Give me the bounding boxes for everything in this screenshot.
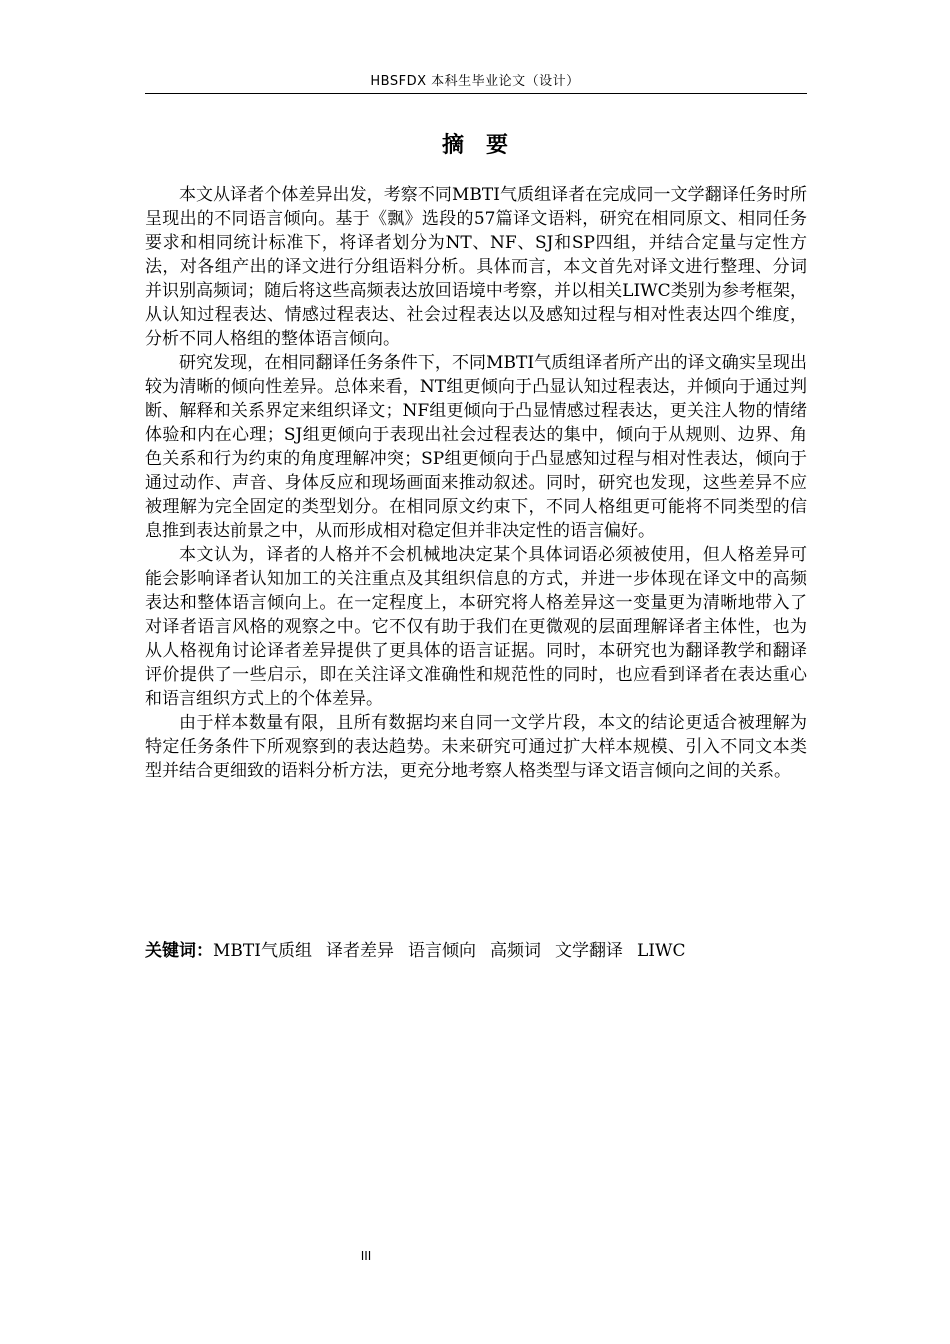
keyword-item: MBTI气质组: [213, 941, 312, 961]
keyword-item: LIWC: [636, 941, 686, 961]
running-header: HBSFDX 本科生毕业论文（设计）: [370, 74, 580, 89]
keyword-item: 文学翻译: [554, 941, 623, 961]
page-title: 摘要: [441, 133, 530, 158]
abstract-paragraph-3: 本文认为，译者的人格并不会机械地决定某个具体词语必须被使用，但人格差异可能会影响译者认知加工的关注重点及其组织信息的方式，并进一步体现在译文中的高频表达和整体语言倾向上。在一定程度上，本研究将人格差异这一变量更为清晰地带入了对译者语言风格的观察之中。它不仅有助于我们在更微观的层面理解译者主体性，也为从人格视角讨论译者差异提供了更具体的语言证据。同时，本研究也为翻译教学和翻译评价提供了一些启示，即在关注译文准确性和规范性的同时，也应看到译者在表达重心和语言组织方式上的个体差异。: [145, 545, 807, 709]
abstract-body: [145, 183, 807, 783]
keywords-line: [145, 939, 807, 963]
page-number: III: [360, 1249, 372, 1263]
abstract-paragraph-4: 由于样本数量有限，且所有数据均来自同一文学片段，本文的结论更适合被理解为特定任务条件下所观察到的表达趋势。未来研究可通过扩大样本规模、引入不同文本类型并结合更细致的语料分析方法，更充分地考察人格类型与译文语言倾向之间的关系。: [145, 713, 807, 781]
keyword-item: 译者差异: [325, 941, 394, 961]
keyword-item: 语言倾向: [407, 941, 476, 961]
abstract-paragraph-2: 研究发现，在相同翻译任务条件下，不同MBTI气质组译者所产出的译文确实呈现出较为清晰的倾向性差异。总体来看，NT组更倾向于凸显认知过程表达，并倾向于通过判断、解释和关系界定来组织译文；NF组更倾向于凸显情感过程表达，更关注人物的情绪体验和内在心理；SJ组更倾向于表现出社会过程表达的集中，倾向于从规则、边界、角色关系和行为约束的角度理解冲突；SP组更倾向于凸显感知过程与相对性表达，倾向于通过动作、声音、身体反应和现场画面来推动叙述。同时，研究也发现，这些差异不应被理解为完全固定的类型划分。在相同原文约束下，不同人格组更可能将不同类型的信息推到表达前景之中，从而形成相对稳定但并非决定性的语言偏好。: [145, 353, 807, 541]
header-divider: [145, 93, 807, 94]
keywords-label: 关键词：: [145, 941, 213, 961]
abstract-paragraph-1: 本文从译者个体差异出发，考察不同MBTI气质组译者在完成同一文学翻译任务时所呈现出的不同语言倾向。基于《飘》选段的57篇译文语料，研究在相同原文、相同任务要求和相同统计标准下，将译者划分为NT、NF、SJ和SP四组，并结合定量与定性方法，对各组产出的译文进行分组语料分析。具体而言，本文首先对译文进行整理、分词并识别高频词；随后将这些高频表达放回语境中考察，并以相关LIWC类别为参考框架，从认知过程表达、情感过程表达、社会过程表达以及感知过程与相对性表达四个维度，分析不同人格组的整体语言倾向。: [145, 185, 807, 349]
keyword-item: 高频词: [489, 941, 541, 961]
